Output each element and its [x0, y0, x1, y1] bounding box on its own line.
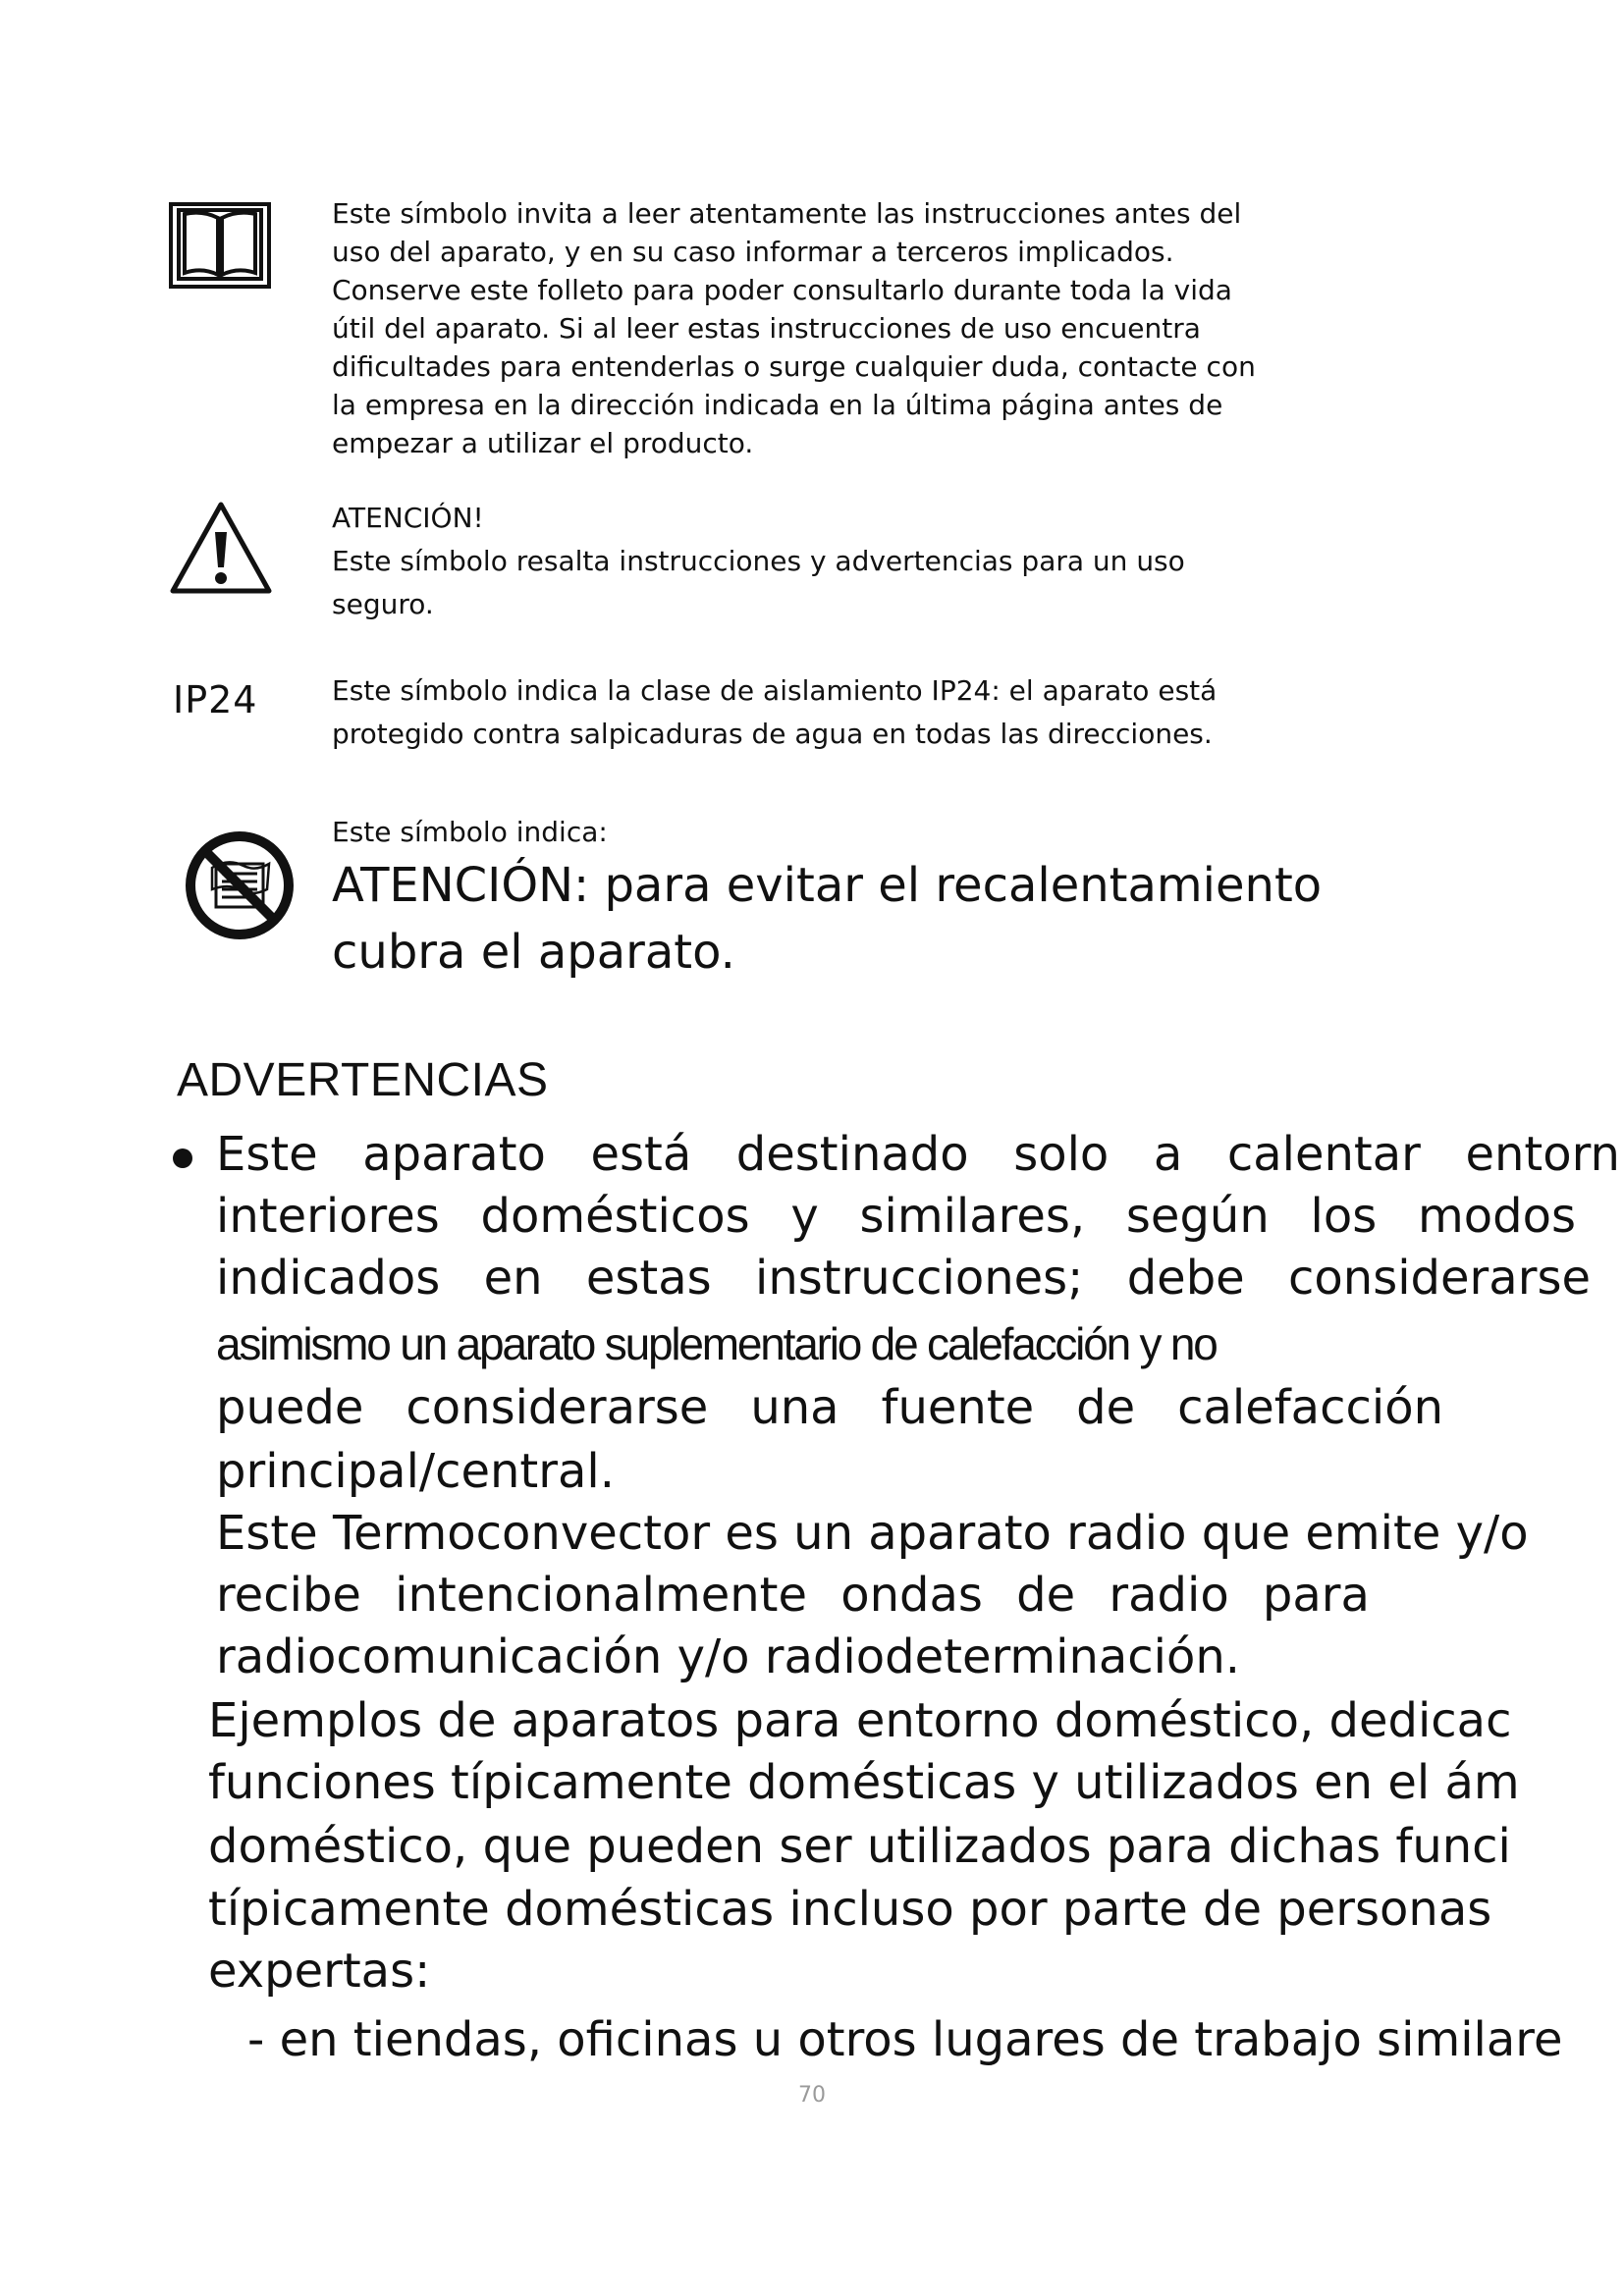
text-line: útil del aparato. Si al leer estas instrucciones de uso encuentra: [332, 312, 1201, 345]
word: a: [1153, 1127, 1183, 1182]
do-not-cover-intro: Este símbolo indica:: [332, 816, 608, 848]
text-line: empezar a utilizar el producto.: [332, 427, 754, 459]
paragraph-line: asimismo un aparato suplementario de calefacción y no: [216, 1318, 1217, 1369]
word: calentar: [1226, 1127, 1421, 1182]
word: radio: [1109, 1568, 1229, 1623]
paragraph-line: [216, 1565, 1370, 1626]
paragraph-line: [216, 1377, 1443, 1438]
text-line: Este símbolo resalta instrucciones y advertencias para un uso: [332, 545, 1185, 577]
paragraph-line: expertas:: [208, 1944, 431, 1999]
word: similares,: [859, 1189, 1086, 1244]
warning-title: ATENCIÓN!: [332, 502, 484, 534]
paragraph-line: principal/central.: [216, 1444, 615, 1499]
word: destinado: [735, 1127, 969, 1182]
word: aparato: [362, 1127, 546, 1182]
section-heading: ADVERTENCIAS: [177, 1054, 549, 1106]
page-number: 70: [798, 2083, 826, 2108]
word: de: [1076, 1380, 1136, 1435]
word: Este: [216, 1127, 318, 1182]
text-line: Este símbolo indica la clase de aislamiento IP24: el aparato está: [332, 674, 1218, 707]
word: entorn: [1465, 1127, 1620, 1182]
word: debe: [1126, 1251, 1245, 1306]
word: una: [750, 1380, 839, 1435]
paragraph-line: radiocomunicación y/o radiodeterminación.: [216, 1629, 1241, 1684]
text-line: Conserve este folleto para poder consultarlo durante toda la vida: [332, 274, 1232, 306]
text-line: protegido contra salpicaduras de agua en todas las direcciones.: [332, 718, 1213, 750]
word: considerarse: [406, 1380, 709, 1435]
list-item: - en tiendas, oficinas u otros lugares de trabajo similare: [247, 2012, 1563, 2067]
word: instrucciones;: [754, 1251, 1084, 1306]
word: fuente: [881, 1380, 1035, 1435]
word: ondas: [840, 1568, 983, 1623]
word: indicados: [216, 1251, 441, 1306]
word: y: [790, 1189, 819, 1244]
paragraph-line: Ejemplos de aparatos para entorno doméstico, dedicac: [208, 1693, 1512, 1748]
text-line: la empresa en la dirección indicada en la última página antes de: [332, 389, 1223, 421]
paragraph-line: doméstico, que pueden ser utilizados para dichas funci: [208, 1819, 1511, 1874]
word: recibe: [216, 1568, 361, 1623]
word: para: [1262, 1568, 1370, 1623]
word: estas: [585, 1251, 712, 1306]
do-not-cover-warning-line: ATENCIÓN: para evitar el recalentamiento: [332, 858, 1323, 913]
paragraph-line: funciones típicamente domésticas y utilizados en el ám: [208, 1755, 1520, 1810]
word: interiores: [216, 1189, 440, 1244]
paragraph-line: [216, 1124, 1620, 1185]
text-line: dificultades para entenderlas o surge cualquier duda, contacte con: [332, 350, 1256, 383]
word: considerarse: [1288, 1251, 1591, 1306]
paragraph-line: típicamente domésticas incluso por parte de personas: [208, 1882, 1492, 1937]
word: intencionalmente: [395, 1568, 808, 1623]
word: en: [483, 1251, 543, 1306]
text-line: uso del aparato, y en su caso informar a terceros implicados.: [332, 236, 1174, 268]
paragraph-line: [216, 1248, 1591, 1308]
do-not-cover-warning-line: cubra el aparato.: [332, 925, 735, 980]
paragraph-line: [216, 1186, 1576, 1247]
word: solo: [1013, 1127, 1110, 1182]
paragraph-line: Este Termoconvector es un aparato radio que emite y/o: [216, 1506, 1529, 1561]
text-line: Este símbolo invita a leer atentamente las instrucciones antes del: [332, 197, 1242, 230]
ip-rating-label: IP24: [173, 678, 258, 721]
word: los: [1310, 1189, 1378, 1244]
text-line: seguro.: [332, 588, 434, 620]
word: modos: [1417, 1189, 1576, 1244]
word: domésticos: [480, 1189, 750, 1244]
word: puede: [216, 1380, 364, 1435]
word: está: [590, 1127, 692, 1182]
word: según: [1125, 1189, 1270, 1244]
word: calefacción: [1177, 1380, 1443, 1435]
word: de: [1016, 1568, 1076, 1623]
